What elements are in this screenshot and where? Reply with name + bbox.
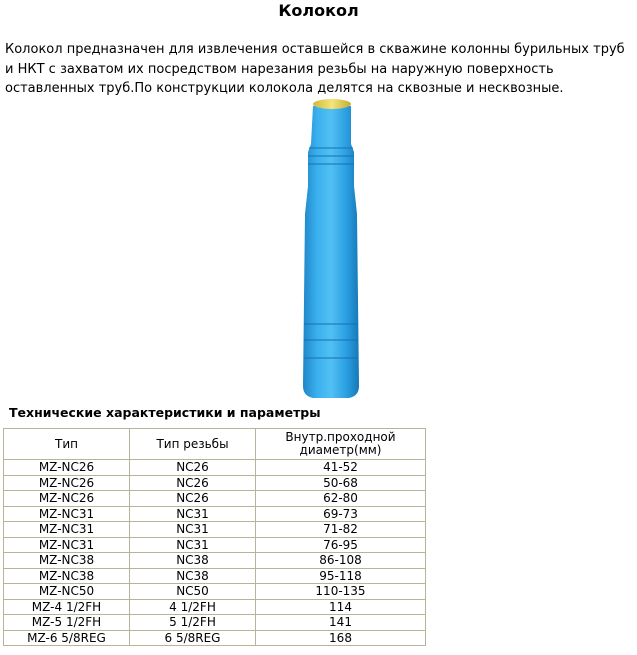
table-row (4, 615, 426, 631)
cell-thread: NC26 (130, 491, 256, 507)
cell-diameter: 168 (256, 630, 426, 646)
cell-type: MZ-NC38 (4, 568, 130, 584)
table-row (4, 553, 426, 569)
overshot-bell-tool-icon (301, 96, 361, 400)
cell-diameter: 110-135 (256, 584, 426, 600)
cell-thread: 5 1/2FH (130, 615, 256, 631)
table-row (4, 475, 426, 491)
table-row (4, 630, 426, 646)
cell-type: MZ-NC26 (4, 460, 130, 476)
table-row (4, 522, 426, 538)
cell-diameter: 50-68 (256, 475, 426, 491)
cell-thread: NC31 (130, 506, 256, 522)
cell-type: MZ-NC31 (4, 522, 130, 538)
cell-thread: NC38 (130, 568, 256, 584)
table-row (4, 537, 426, 553)
col-header-inner-diameter: Внутр.проходной диаметр(мм) (256, 429, 426, 460)
overshot-bell-tool-image (301, 96, 361, 400)
cell-thread: NC38 (130, 553, 256, 569)
description-paragraph: Колокол предназначен для извлечения оставшейся в скважине колонны бурильных труб и НКТ с захватом их посредством нарезания резьбы на наружную поверхность оставленных труб.По конструкции колокола делятся на сквозные и несквозные. (5, 42, 625, 96)
table-row (4, 506, 426, 522)
specs-heading: Технические характеристики и параметры (9, 405, 321, 420)
cell-diameter: 76-95 (256, 537, 426, 553)
col-header-thread-type: Тип резьбы (130, 429, 256, 460)
cell-type: MZ-NC31 (4, 537, 130, 553)
cell-diameter: 95-118 (256, 568, 426, 584)
cell-type: MZ-6 5/8REG (4, 630, 130, 646)
cell-diameter: 71-82 (256, 522, 426, 538)
cell-diameter: 86-108 (256, 553, 426, 569)
cell-thread: 4 1/2FH (130, 599, 256, 615)
page-title: Колокол (278, 1, 359, 20)
col-header-type: Тип (4, 429, 130, 460)
cell-type: MZ-NC50 (4, 584, 130, 600)
cell-thread: NC50 (130, 584, 256, 600)
cell-thread: NC31 (130, 522, 256, 538)
table-row (4, 584, 426, 600)
cell-thread: 6 5/8REG (130, 630, 256, 646)
cell-diameter: 141 (256, 615, 426, 631)
cell-diameter: 69-73 (256, 506, 426, 522)
specs-table (3, 428, 426, 646)
cell-type: MZ-4 1/2FH (4, 599, 130, 615)
cell-type: MZ-NC38 (4, 553, 130, 569)
cell-diameter: 41-52 (256, 460, 426, 476)
cell-thread: NC31 (130, 537, 256, 553)
cell-thread: NC26 (130, 475, 256, 491)
table-row (4, 491, 426, 507)
table-row (4, 460, 426, 476)
cell-thread: NC26 (130, 460, 256, 476)
table-row (4, 599, 426, 615)
specs-header-row (4, 429, 426, 460)
cell-type: MZ-NC31 (4, 506, 130, 522)
cell-type: MZ-NC26 (4, 475, 130, 491)
table-row (4, 568, 426, 584)
cell-type: MZ-5 1/2FH (4, 615, 130, 631)
cell-type: MZ-NC26 (4, 491, 130, 507)
cell-diameter: 114 (256, 599, 426, 615)
cell-diameter: 62-80 (256, 491, 426, 507)
